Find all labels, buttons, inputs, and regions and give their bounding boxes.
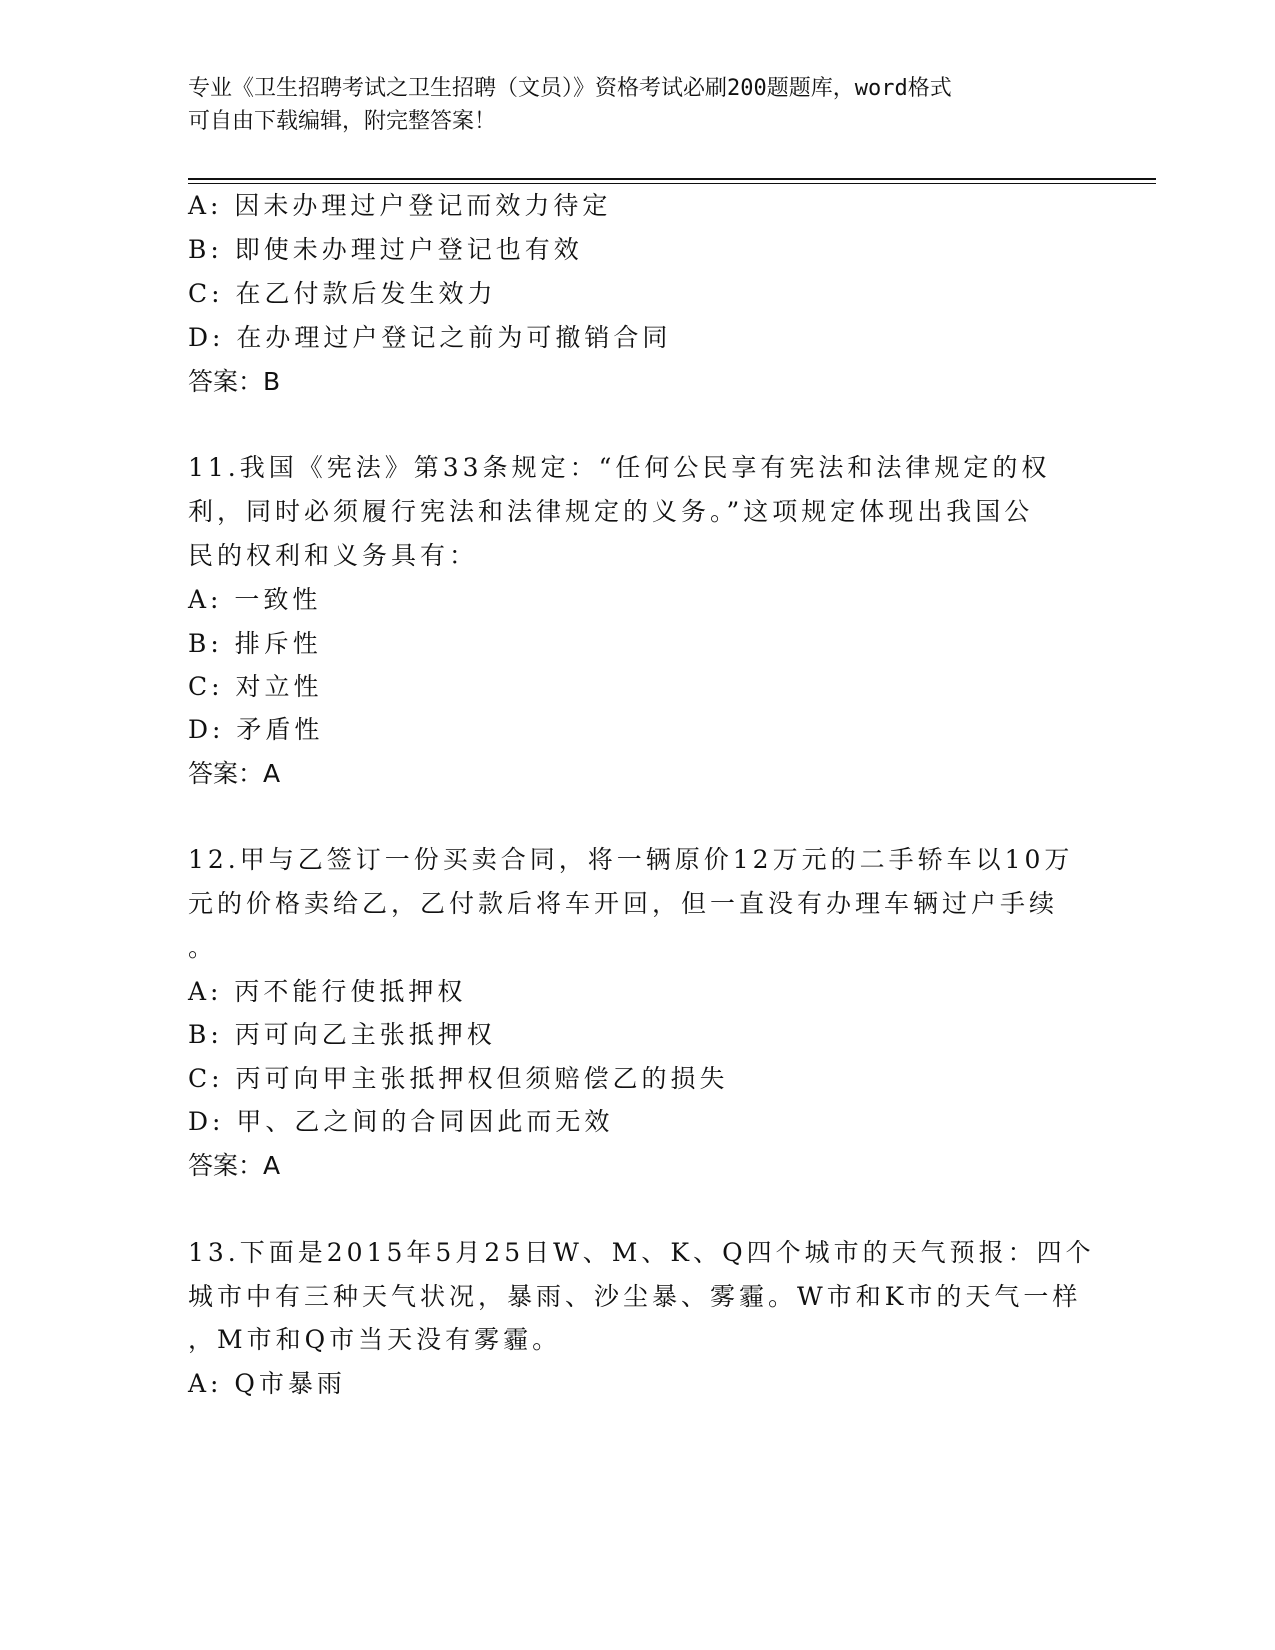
q10-option-c: C: 在乙付款后发生效力 (188, 279, 497, 308)
q12-option-c: C: 丙可向甲主张抵押权但须赔偿乙的损失 (188, 1064, 729, 1093)
document-header (188, 72, 1088, 138)
q11-option-b: B: 排斥性 (188, 629, 322, 658)
header-divider-thick (188, 178, 1156, 180)
q11-stem-line-3: 民的权利和义务具有： (188, 541, 479, 570)
q10-answer: 答案：B (188, 367, 281, 396)
header-title-line-2: 可自由下载编辑，附完整答案！ (188, 109, 497, 134)
q11-stem-line-2: 利，同时必须履行宪法和法律规定的义务。”这项规定体现出我国公 (188, 497, 1034, 526)
q12-stem-line-3: 。 (188, 933, 218, 962)
q12-option-b: B: 丙可向乙主张抵押权 (188, 1020, 496, 1049)
q12-stem-line-1: 12.甲与乙签订一份买卖合同，将一辆原价12万元的二手轿车以10万 (188, 845, 1074, 874)
q12-option-d: D: 甲、乙之间的合同因此而无效 (188, 1107, 614, 1136)
q12-answer: 答案：A (188, 1151, 281, 1180)
q10-option-a: A: 因未办理过户登记而效力待定 (188, 191, 612, 220)
q13-stem-line-3: ，M市和Q市当天没有雾霾。 (188, 1325, 562, 1354)
q11-stem-line-1: 11.我国《宪法》第33条规定：“任何公民享有宪法和法律规定的权 (188, 453, 1051, 482)
q11-answer: 答案：A (188, 759, 281, 788)
q10-option-d: D: 在办理过户登记之前为可撤销合同 (188, 323, 672, 352)
q12-option-a: A: 丙不能行使抵押权 (188, 977, 467, 1006)
q10-option-b: B: 即使未办理过户登记也有效 (188, 235, 583, 264)
header-divider-thin (188, 183, 1156, 184)
q13-stem-line-2: 城市中有三种天气状况，暴雨、沙尘暴、雾霾。W市和K市的天气一样 (188, 1282, 1082, 1311)
q11-option-d: D: 矛盾性 (188, 715, 324, 744)
q11-option-c: C: 对立性 (188, 672, 323, 701)
q13-stem-line-1: 13.下面是2015年5月25日W、M、K、Q四个城市的天气预报：四个 (188, 1238, 1095, 1267)
header-title-line-1: 专业《卫生招聘考试之卫生招聘（文员）》资格考试必刷200题题库，word格式 (188, 76, 952, 101)
q13-option-a: A: Q市暴雨 (188, 1369, 346, 1398)
q11-option-a: A: 一致性 (188, 585, 322, 614)
q12-stem-line-2: 元的价格卖给乙，乙付款后将车开回，但一直没有办理车辆过户手续 (188, 889, 1059, 918)
